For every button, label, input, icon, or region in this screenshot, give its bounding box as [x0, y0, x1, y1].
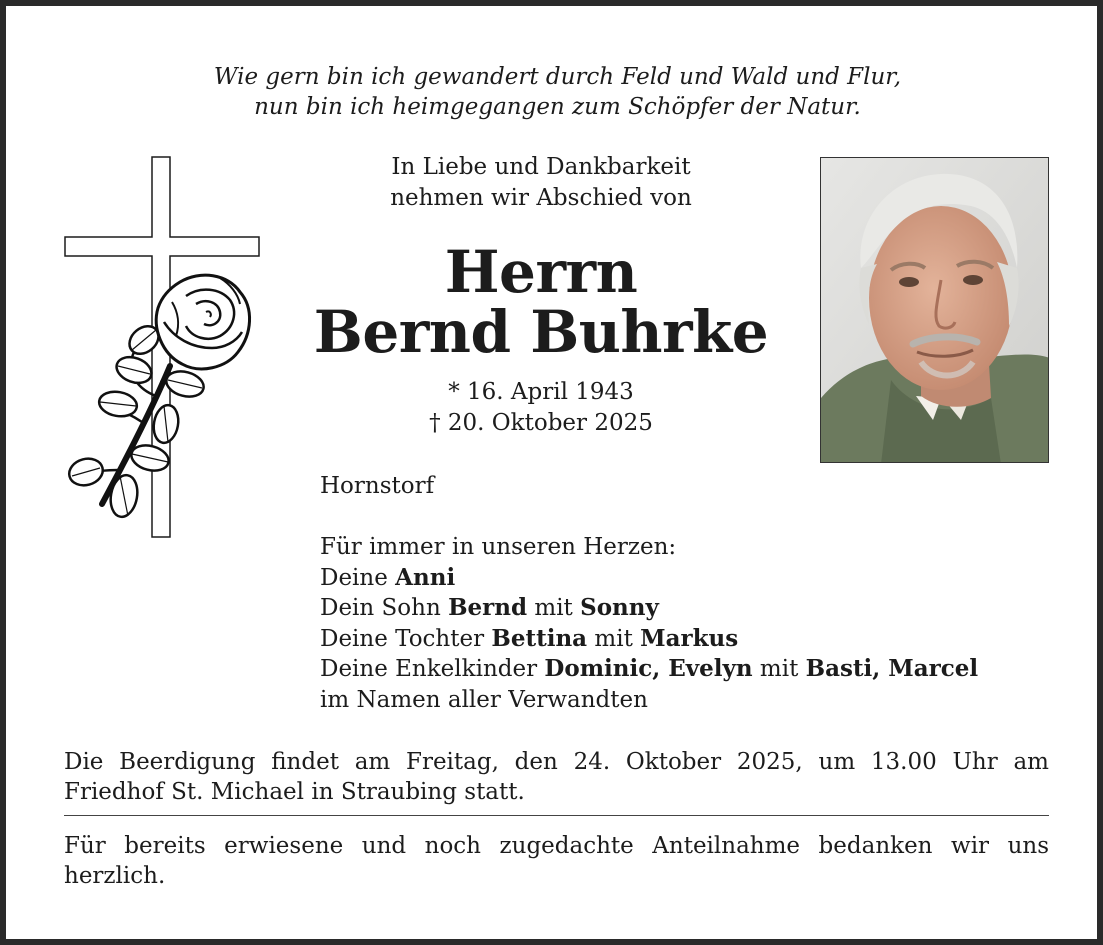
salutation: Herrn — [444, 238, 638, 306]
birth-date: * 16. April 1943 — [448, 379, 634, 405]
intro — [296, 152, 786, 214]
cross-icon — [60, 152, 266, 544]
mourner-name: Bettina — [491, 624, 588, 652]
mourner-line-3 — [320, 624, 978, 655]
mourners — [320, 532, 978, 715]
intro-line-1: In Liebe und Dankbarkeit — [391, 154, 691, 180]
life-dates — [296, 377, 786, 439]
intro-line-2: nehmen wir Abschied von — [390, 185, 692, 211]
divider — [64, 815, 1049, 816]
mourner-line-4 — [320, 654, 978, 685]
quote — [6, 62, 1103, 122]
death-date: † 20. Oktober 2025 — [429, 410, 653, 436]
portrait-photo — [820, 157, 1049, 463]
quote-line-2: nun bin ich heimgegangen zum Schöpfer der Natur. — [254, 94, 861, 120]
mourner-relation: Deine Enkelkinder — [320, 656, 545, 682]
mourner-name: Dominic, Evelyn — [544, 655, 753, 682]
place: Hornstorf — [320, 473, 435, 499]
mourner-line-1 — [320, 563, 978, 594]
mourner-name: Anni — [395, 563, 456, 591]
mourner-line-5: im Namen aller Verwandten — [320, 686, 648, 713]
mourner-name: Sonny — [580, 594, 659, 621]
mourners-heading: Für immer in unseren Herzen: — [320, 534, 677, 560]
mourner-name: Bernd — [448, 594, 528, 621]
quote-line-1: Wie gern bin ich gewandert durch Feld und Wald und Flur, — [213, 64, 902, 90]
funeral-notice: Die Beerdigung findet am Freitag, den 24. Oktober 2025, um 13.00 Uhr am Friedhof St. Michael in Straubing statt. — [64, 749, 1049, 805]
mourner-relation: Dein Sohn — [320, 595, 449, 621]
mourner-relation: Deine Tochter — [320, 625, 492, 652]
mourner-line-2 — [320, 593, 978, 624]
mourner-conjunction: mit — [752, 656, 806, 682]
mourner-conjunction: mit — [527, 595, 581, 621]
mourner-name: Markus — [640, 624, 739, 652]
mourner-relation: Deine — [320, 564, 396, 591]
mourner-conjunction: mit — [587, 625, 641, 652]
deceased-name: Bernd Buhrke — [313, 298, 769, 366]
deceased-name-block — [296, 238, 786, 366]
thanks-notice: Für bereits erwiesene und noch zugedachte Anteilnahme bedanken wir uns herzlich. — [64, 833, 1049, 889]
mourner-name: Basti, Marcel — [805, 655, 979, 682]
